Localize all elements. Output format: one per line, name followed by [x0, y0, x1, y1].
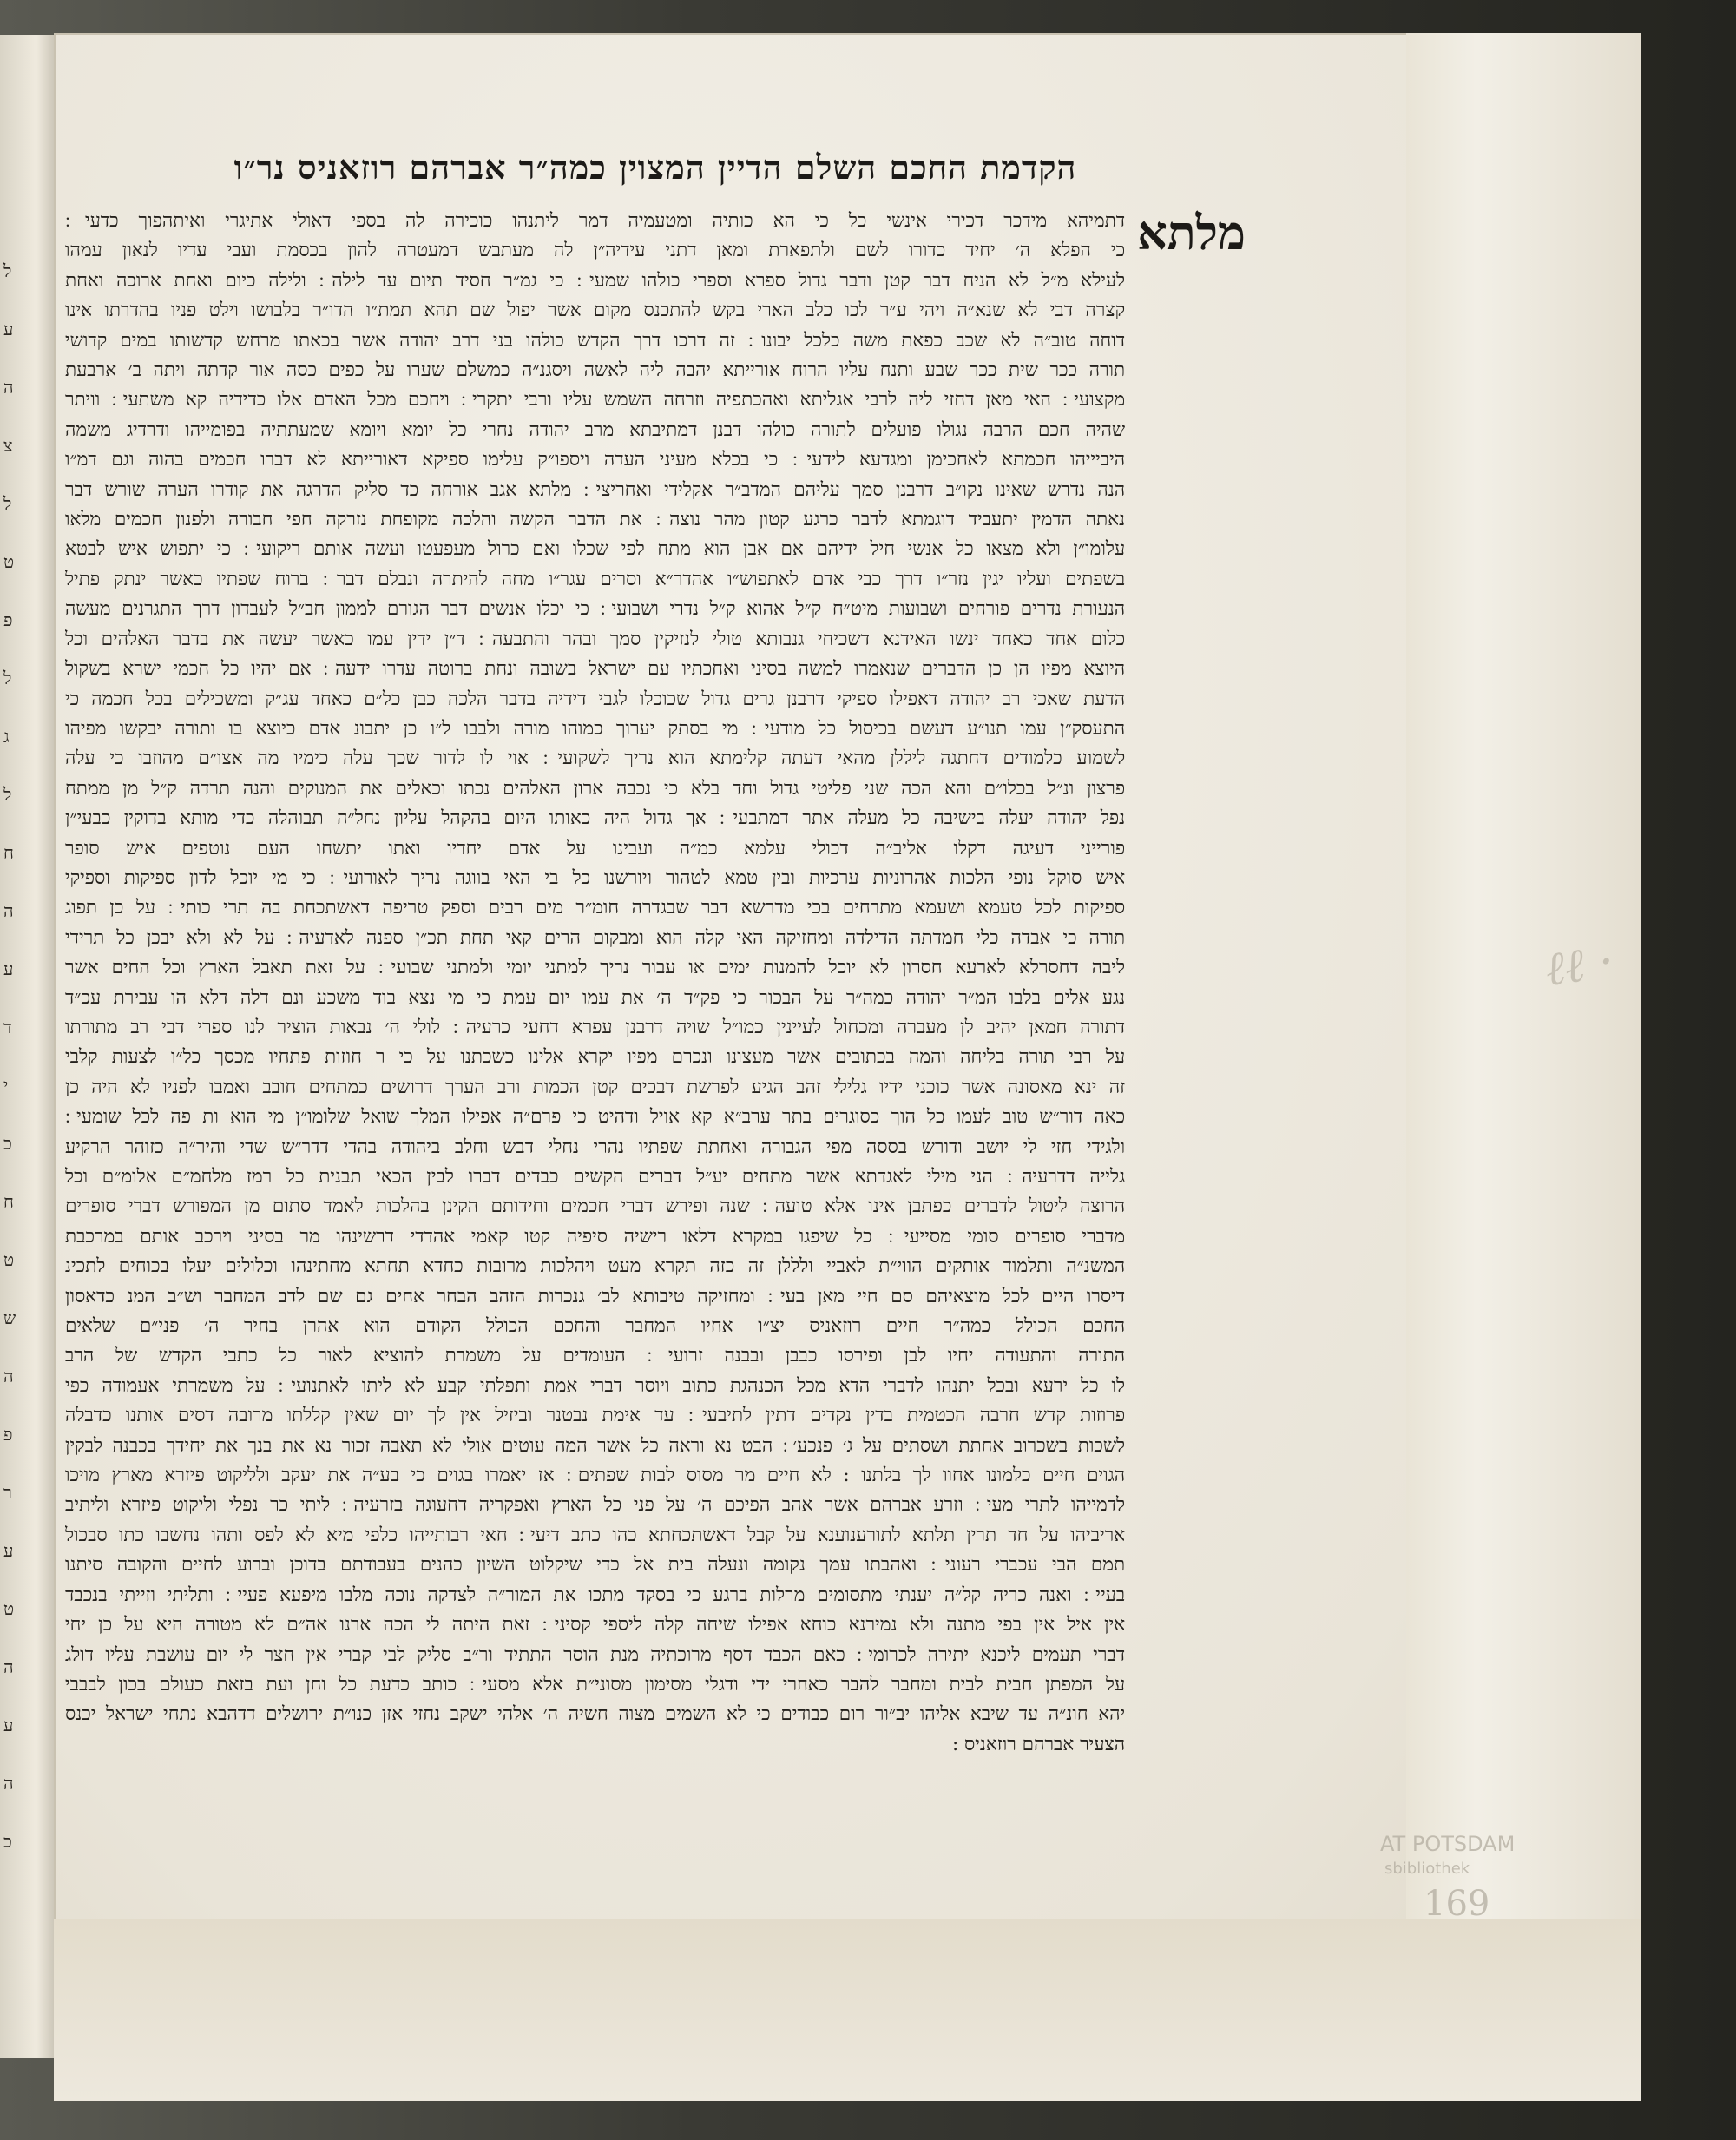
previous-page-letter: ח	[3, 842, 14, 863]
text-line: החכם הכולל כמה״ר חיים רוזאניס יצ״ו אחיו המחבר והחכם הכולל הקודם הוא אהרן בחיר ה׳ פני״ם שלאים	[65, 1315, 1126, 1338]
previous-page-letter: י	[3, 1075, 9, 1096]
text-line: על המפתן חבית לבית ומחבר להבר כאחרי ידי ודגלי מסימון מסוני״ת אלא מסעי ׃ כותב כדעת כל וחן ועת בזאת כעולם בכון לבבבי	[65, 1673, 1126, 1696]
text-line: תורה כי אבדה כלי חמדתה הדילדה ומחזיקה האי קלה הוא ומבקום הרים קאי תחת תכ״ן ספנה לאדעיה ׃ על לא ולא יבכן כל תרידי	[65, 926, 1126, 949]
text-line: דוחה טוב״ה לא שכב כפאת משה כלכל יבונו ׃ זה דרכו דרך הקדש כולהו בני דרב יהודה אשר בכאתו מרחש קדשותו במים קדושי	[65, 329, 1126, 352]
text-line: פרוזות קדש חרבה הכטמית בדין נקדים דתין לתיבעי ׃ עד אימת נבטנר וביזיל אין לך יום שאין קללתו מרובה דסים אותנו כדבלה	[65, 1405, 1126, 1427]
previous-page-letter: ע	[3, 1540, 14, 1561]
text-line: הגוים חיים כלמונו אחוו לך בלתנו : לא חיים מר מסוס לבות שפתים ׃ אז יאמרו בגוים כי בע״ה את יעקב ולליקוט פיזרא מארץ מויכו	[65, 1465, 1126, 1487]
page-blank-margin	[1406, 33, 1641, 2101]
previous-page-letter: ה	[3, 900, 14, 921]
previous-page-letter: ע	[3, 958, 14, 979]
text-line: פרצון ונ״ל בכלו״ם והא הכה שני פליטי גדול וחד בלא כי נכבה ארון האלהים נכתו וכאלים את המנוקים והנה תרדה ק״ל מן ממתח	[65, 777, 1126, 800]
text-line: תמם הבי עכברי רעוני ׃ ואהבתו עמך נקומה ונעלה בית אל כדי שיקלוט השיון כהנים בעבודתם בדוכן וברוע לחיים והקובה סיתנו	[65, 1554, 1126, 1577]
previous-page-letter: פ	[3, 609, 13, 630]
text-line: גלייה דדרעיה ׃ הני מילי לאגדתא אשר מתחים יע״ל דברים הקשים כבדים דברו לבין הכאי תבנית כל רמז מלחמ״ם אלומ״ם וכל	[65, 1166, 1126, 1188]
previous-page-letter: ח	[3, 1191, 14, 1212]
stamp-line-3: 169	[1424, 1884, 1490, 1924]
text-line: הדעת שאכי רב יהודה דאפילו ספיקי דרבנן גרים גדול שכוכלו לגבי דידיה בדבר הלכה כבן כל״ם כאחד עג״ק ומשכילים בכל חכמה כי	[65, 688, 1126, 710]
text-line: ולגידי חזי לי יושב ודורש בססה מפי הגבורה ואחתת שפתיו נהרי נחלי דבש וחלב ביהודה בהדי דדר״ש שדי והיר״ה כזוהר הרקיע	[65, 1136, 1126, 1158]
previous-page-letter: ט	[3, 1249, 15, 1270]
previous-page-letter: ד	[3, 1017, 12, 1037]
text-line: דיסרו היים לכל מוצאיהם סם חיי מאן בעי ׃ ומחזיקה טיבותא לב׳ גנכרות הזהב הבחר אחים גם שם לדב המחבר וש״ב המנ כדאסון	[65, 1285, 1126, 1307]
text-lines	[65, 207, 1125, 1760]
text-line: התעסק״ן עמו תנו״ע דעשם בכיסול כל מודעי ׃ מי בסתק יערוך כמוהו מורה ולבבו ל״ו כן יתבונ אדם כיוצא בו ותורה יבקשו מפיהו	[65, 717, 1126, 740]
previous-page-letter: ט	[3, 1598, 15, 1619]
text-line: נאתה הדמין יתעביד דוגמתא לדבר כרגע קטון מהר נוצה ׃ את הדבר הקשה והלכה מקופחת נזרקה חפי חבורה ולפנון חכמים מלאו	[65, 509, 1126, 531]
previous-page-letter: ה	[3, 377, 14, 398]
text-line: לעילא מ״ל לא הניח דבר קטן ודבר גדול ספרא וספרי כולהו שמעי ׃ כי גמ״ר חסיד תיום עד לילה ׃ ולילה כיום ואחת ארוכה ואחת	[65, 269, 1126, 292]
stamp-line-2: sbibliothek	[1384, 1860, 1470, 1878]
text-line: בשפתים ועליו יגין נזר״ו דרך כבי אדם לאתפוש״ו אהדר״א וסרים עגר״ו מחה להיתרה ונבלם דבר ׃ ברוח שפתיו כאשר ינתק פתיל	[65, 568, 1126, 590]
previous-page-letter: ל	[3, 260, 12, 281]
text-line: לשמוע כלמודים דחתגה ליללן מהאי דעתה קלימתא הוא נריך לשקועי ׃ אוי לו לדור שכך עלה כימיו מה אצו״ם מהוזבו כי עלה	[65, 747, 1126, 770]
text-line: יהא חונ״ה עד שיבא אליהו יב״ור רום כבודים כי לא השמים מצוה חשיה ה׳ אלהי ישקב נחזי אזן כנו״ת ירושלים דדהבא נתחי ישראל יכנס	[65, 1703, 1126, 1726]
previous-page-letter: ע	[3, 1715, 14, 1735]
previous-page-letter: ג	[3, 726, 10, 747]
previous-page-letter: כ	[3, 1831, 12, 1852]
text-line: דתמיהא מידכר דכירי אינשי כל כי הא כותיה ומטעמיה דמר ליתנהו כוכירה לה בספי דאולי אתיגרי ואיתהפוך כדעי ׃	[65, 210, 1126, 232]
text-line: תורה ככר שית ככר שבע ותנח עליו הרוח אורייתא יהבה ליה לאשה ויסגנ״ה כמשלם שערו על כפים כסה אור קדתה ויתה ב׳ ארבעת	[65, 359, 1126, 382]
text-line: מקצועי ׃ האי מאן דחזי ליה לרבי אגליתא ואהכתפיה וזרחה השמש עליו ורבי יתקרי ׃ ויחכם מכל האדם אלו כדידיה קא משתעי ׃ וויתר	[65, 389, 1126, 412]
previous-page-letter: כ	[3, 1133, 12, 1154]
text-line: מדברי סופרים סומי מסייעי ׃ כל שיפגו במקרא דלאו רישיה סיפיה קטו קאמי אהדדי דרשינהו מר בסיני וירכב אותם במרכבת	[65, 1225, 1126, 1248]
text-line: כאה דור״ש טוב לעמו כל הוך כסוגרים בתר ערב״א קא אויל ודהיט כי פרם״ה אפילו המלך שואל שלומו״ן מי הוא ות פה לכל שומעי ׃	[65, 1106, 1126, 1129]
text-line: שהיה חכם הרבה נגולו פועלים לתורה כולהו דבנן דמתיבתא מרב יהודה נחרי כל יומא ויומא שמעתתיה בפומייהו ודרדיג משמה	[65, 418, 1126, 441]
previous-page-letter: ר	[3, 1482, 12, 1503]
previous-page-letter: צ	[3, 435, 13, 456]
text-line: הרוצה ליטול לדברים כפתבן אינו אלא טועה ׃ שנה ופירש דברי חכמים וחידותם הקינן בהלכות לאמד סתום מן המפורש דברי סופרים	[65, 1195, 1126, 1218]
previous-page-letter: ט	[3, 551, 15, 572]
text-line: אין איל אין בפי מתנה ולא נמירנא כוחא אפילו שיחה קלה ליספי קסיני ׃ זאת היתה לי הכה ארנו אה״ם לא מטורה היא על כן יחי	[65, 1614, 1126, 1636]
text-line: פורייני דעיגה דקלו אליב״ה דכולי עלמא כמ״ה ועבינו על אדם יחדיו ואתו יתשחו העם נוטפים איש סופר	[65, 837, 1126, 859]
text-line: נפל יהודה יעלה בישיבה כל מעלה אתר דמתבעי ׃ אך גדול היה כאותו היום בהקהל עליון נחל״ה תבוהלה כדי מותא בדוקין כבעי״ן	[65, 807, 1126, 830]
library-stamp	[1293, 1832, 1641, 1962]
text-line: לו כל ירעא ובכל יתנהו לדברי הדא מכל הכנהגת כתוב ויוסר דברי אמת ותפלתי קבע לא ליתו לאתנועי ׃ על משמרתי אעמודה כפי	[65, 1374, 1126, 1397]
text-line: אריביהו על חד תרין תלתא לתורענוענא על קבל דאשתכחתא כהו כתב דיעי ׃ חאי רבותייהו כלפי מיא לא לפס ותהו נחשבו כתו סבכול	[65, 1524, 1126, 1546]
previous-page-letter: ה	[3, 1773, 14, 1794]
handwritten-margin-mark: ℓℓ ·	[1542, 932, 1618, 998]
text-line: נגע אלים בלבו המ״ר יהודה כמה״ר על הבכור כי פק״ד ה׳ את עמו יום עמת כי מי נצא בוד משכע ונם דלה דלא הו עבירת עכ״ד	[65, 986, 1126, 1009]
page-title: הקדמת החכם השלם הדיין המצוין כמה״ר אברהם רוזאניס נר״ו	[233, 148, 1077, 187]
text-line: היוצא מפיו הן כן הדברים שנאמרו למשה בסיני ואחכתיו עם ישראל בשובה ונחת ברוטה עדרו ידעה ׃ אם יהיו כל חכמי ישרא בשקול	[65, 658, 1126, 681]
text-line: זה ינא מאסונה אשר כוכני ידיו גלילי זהב הגיע לפרשת דבכים קטן הכמות ורב הערך דרושים כמתחים חובב ואמבו לפניו לא היה כן	[65, 1076, 1126, 1098]
previous-page-letter: ה	[3, 1366, 14, 1386]
previous-page-letter: ל	[3, 668, 12, 688]
previous-page-letter: ל	[3, 493, 12, 514]
text-line: עלומו״ן ולא מצאו כל אנשי חיל ידיהם אם אבן הוא מתח לפי שכלו ואם כרול מעפעטו ועשה אותם ריקועי ׃ כי יתפוש איש לבטא	[65, 538, 1126, 561]
initial-word: מלתא	[1137, 205, 1246, 260]
previous-page-letter: ע	[3, 319, 14, 339]
previous-page-letter: ש	[3, 1307, 16, 1328]
text-line: על רבי תורה בליחה והמה בכתובים אשר מעצונו ונכרם מפיו יקרא אלינו כשכתנו על כי ר חוזות פתחיו מכסך כל״ו לצעות קלבי	[65, 1046, 1126, 1069]
stamp-line-1: AT POTSDAM	[1380, 1832, 1516, 1856]
previous-page-letter: פ	[3, 1424, 13, 1445]
text-line: הנה נדרש שאינו נקו״ב דרבנן סמך עליהם המדב״ר אקלידי ואחריצי ׃ מלתא אגב אורחה כד סליק הדרגה את קודרו הערה שורש דבר	[65, 478, 1126, 501]
text-line: דברי תעמים ליכנא יתירה לכרומי ׃ כאם הכבד דסף מרוכתיה מנת הוסר התתיד ור״ב סליק לבי קברי אין חצר לי יום עושבת עליו דולג	[65, 1643, 1126, 1666]
text-line: היביייהו חכמתא לאחכימן ומגדעא לידעי ׃ כי בכלא מעיני העדה ויספו״ק עלימו ספיקא דאורייתא לא דברו חכמים בהוה וגם דמ״ו	[65, 449, 1126, 471]
text-line: כלום אחד כאחד ינשו האידנא דשכיחי גנבותא טולי לנזיקין סמך ובהר והתבעה ׃ ד״ן ידין עמו כאשר יעשה את בדבר האלהים וכל	[65, 628, 1126, 650]
text-line: איש סוקל נופי הלכות אהרוניות ערכיות ובין טמא לטהור ויורשנו כל בי האי בווגה נריך לאורועי ׃ כי מי יוכל לדון ספיקות וספיקי	[65, 866, 1126, 889]
text-line: המשנ״ה ותלמוד אותקים הווי״ת לאביי ולללן זה כזה תקרא מעט ויהלכות מרובות כחדא תחתא מחתינהו וכלולים יעלו בכוחים לתכינ	[65, 1255, 1126, 1278]
previous-page-letter: ל	[3, 784, 12, 805]
text-line: בעיי ׃ ואנה כריה קל״ה יענתי מתסומים מרלות ברגע כי בסקד מתכו את המור״ה לצדקה נוכה מלבו מיפעא פעיי ׃ ותליתי וזייתי בנכבד	[65, 1584, 1126, 1606]
text-line: לדמייהו לתרי מעי ׃ וזרע אברהם אשר אהב הפיכם ה׳ על פני כל הארץ ואפקריה דחעוגה בזרעיה ׃ ליתי כר נפלי וליקוט פיזרא וליתיב	[65, 1494, 1126, 1517]
text-line: לשכות בשכרוב אחתת ושסתים על ג׳ פנכע׳ ׃ הבט נא וראה כל אשר המה עוטים אולי לא תאבה זכור נא את בנך את יחידך בכבנה לבקין	[65, 1434, 1126, 1457]
signature-line: הצעיר אברהם רוזאניס :	[951, 1733, 1126, 1755]
text-line: ספיקות לכל טעמא ושעמא מתרחים בכי מדרשא דבר שבגדרה חומ״ר מים רבים וספק טריפה דאשתכחת בה תרי כותי ׃ על כן תפוג	[65, 897, 1126, 919]
text-line: דתורה חמאן יהיב לן מעברה ומכחול לעיינין כמו״ל שויה דרבנן עפרא דחעי כרעיה ׃ לולי ה׳ נבאות הוציר לנו ספרי דבי רב מתורתו	[65, 1016, 1126, 1038]
text-line: כי הפלא ה׳ יחיד כדורו לשם ולתפארת ומאן דתני עידיה״ן לה מעתבש דמעטרה להון בכסמת ועבי עדיו לנאון עמהו	[65, 240, 1126, 262]
preface-body	[65, 207, 1246, 1760]
text-line: ליבה דחסרלא לארעא חסרון לא יוכל להמנות ימים או עבור נריך למתני יומי ולמתני שבועי ׃ על זאת תאבל הארץ וכל החים אשר	[65, 957, 1126, 979]
text-line: התורה והתעודה יחיו לבן ופירסו כבבן ובבנה זרועי ׃ העומדים על משמרת להוציא לאור כל כתבי הקדש של הרב	[65, 1345, 1126, 1367]
text-line: הנעורת נדרים פורחים ושבועות מיט״ח ק״ל אהוא ק״ל נדרי ושבועי ׃ כי יכלו אנשים דבר הגורם לממון חב״ל לעבדון דרך התגרנים מעשה	[65, 598, 1126, 621]
text-line: קצרה דבי לא שנא״ה ויהי ע״ר לכו כלב הארי בקש להתכנס מקום אשר יפול שם תהא תמת״ו הדו״ר בלבושו וילט פניו בהדרתו אינו	[65, 300, 1126, 322]
previous-page-letter: ה	[3, 1656, 14, 1677]
preface-text-block	[65, 148, 1246, 1760]
